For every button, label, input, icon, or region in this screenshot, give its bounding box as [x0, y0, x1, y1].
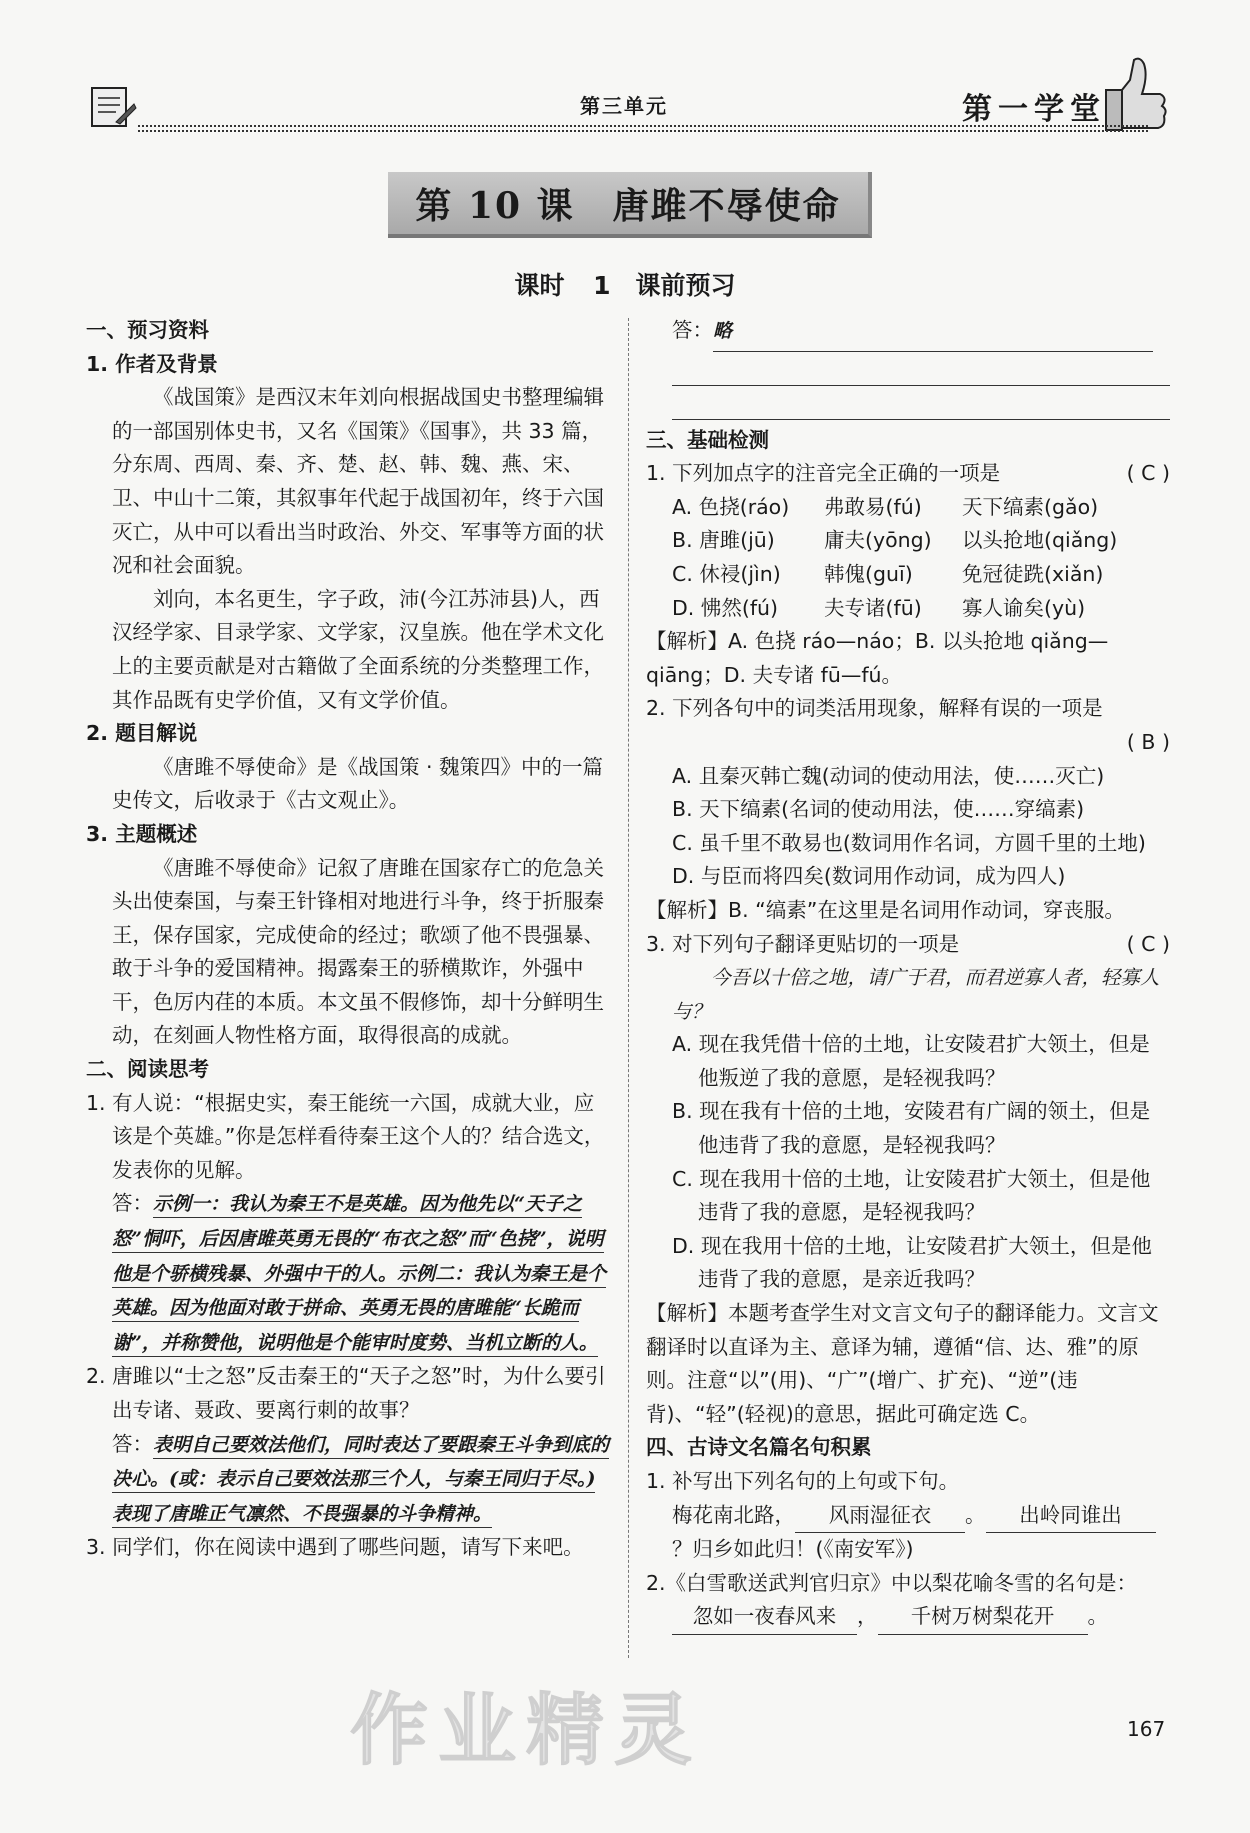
column-divider [628, 318, 629, 1658]
option: 天下缟素(gǎo) [962, 494, 1099, 519]
question [646, 928, 1170, 962]
option-row [646, 524, 1170, 558]
answer-text: 示例一：我认为秦王不是英雄。因为他先以“天子之怒”恫吓，后因唐雎英勇无畏的“布衣之怒”而“色挠”，说明他是个骄横残暴、外强中干的人。示例二：我认为秦王是个英雄。因为他面对敢于拼命、英勇无畏的唐雎能“长跪而谢”，并称赞他，说明他是个能审时度势、当机立断的人。 [112, 1193, 606, 1356]
option: D. 与臣而将四矣(数词用作动词，成为四人) [672, 864, 1066, 889]
option: C. 虽千里不敢易也(数词用作名词，方圆千里的土地) [672, 830, 1146, 855]
option: 夫专诸(fū) [824, 595, 922, 620]
explanation: 【解析】B. “缟素”在这里是名词用作动词，穿丧服。 [646, 897, 1125, 922]
answer-label: 答： [112, 1191, 153, 1216]
poem-text: ？归乡如此归！(《南安军》) [672, 1537, 914, 1562]
answer-choice: ( C ) [1126, 461, 1170, 486]
option: B. 天下缟素(名词的使动用法，使……穿缟素) [672, 797, 1085, 822]
paragraph: 《战国策》是西汉末年刘向根据战国史书整理编辑的一部国别体史书，又名《国策》《国事》，共 33 篇，分东周、西周、秦、齐、楚、赵、韩、魏、燕、宋、卫、中山十二策，其叙事年代起于战国初年，终于六国灭亡，从中可以看出当时政治、外交、军事等方面的状况和社会面貌。 [112, 385, 604, 578]
poem-text: 。 [1087, 1604, 1108, 1629]
option: C. 休祲(jìn) [672, 561, 781, 586]
option: 庸夫(yōng) [824, 528, 932, 553]
answer-label: 答： [672, 318, 713, 342]
fill-blank: 出岭同谁出 [986, 1499, 1156, 1534]
option: D. 怫然(fú) [672, 595, 779, 620]
fill-blank: 风雨湿征衣 [795, 1499, 965, 1534]
right-column [646, 314, 1170, 1635]
page-number: 167 [1127, 1717, 1166, 1741]
lesson-subtitle: 课时 1 课前预习 [514, 271, 736, 300]
poem-text: 。 [965, 1502, 986, 1527]
brand-label: 第一学堂 [962, 92, 1106, 127]
option: A. 色挠(ráo) [672, 494, 790, 519]
poem-text: 梅花南北路， [672, 1502, 795, 1527]
paragraph: 《唐雎不辱使命》记叙了唐雎在国家存亡的危急关头出使秦国，与秦王针锋相对地进行斗争，终于折服秦王，保存国家，完成使命的经过；歌颂了他不畏强暴、敢于斗争的爱国精神。揭露秦王的骄横欺诈，外强中干，色厉内荏的本质。本文虽不假修饰，却十分鲜明生动，在刻画人物性格方面，取得很高的成就。 [112, 855, 604, 1048]
left-column [86, 314, 610, 1565]
question: 2. 唐雎以“士之怒”反击秦王的“天子之怒”时，为什么要引出专诸、聂政、要离行刺的故事？ [86, 1364, 606, 1422]
answer-blank-line [672, 352, 1170, 386]
option: B. 现在我有十倍的土地，安陵君有广阔的领土，但是他违背了我的意愿，是轻视我吗？ [672, 1099, 1151, 1158]
option-grid [646, 491, 1170, 625]
option-row [646, 592, 1170, 626]
fill-blank: 忽如一夜春风来 [672, 1600, 857, 1635]
unit-label: 第三单元 [580, 94, 668, 118]
quoted-sentence: 今吾以十倍之地，请广于君，而君逆寡人者，轻寡人与？ [672, 966, 1160, 1023]
option: 以头抢地(qiǎng) [962, 528, 1118, 553]
answer [86, 1428, 610, 1532]
answer-choice: ( B ) [1126, 729, 1170, 754]
option-row [646, 491, 1170, 525]
explanation: 【解析】A. 色挠 ráo—náo；B. 以头抢地 qiǎng—qiāng；D. 夫专诸 fū—fú。 [646, 629, 1109, 687]
option: 韩傀(guī) [824, 561, 913, 586]
fill-in-line [646, 1499, 1170, 1567]
item-title: 1. 作者及背景 [86, 351, 218, 376]
answer-text: 表明自己要效法他们，同时表达了要跟秦王斗争到底的决心。(或：表示自己要效法那三个人，与秦王同归于尽。)表现了唐雎正气凛然、不畏强暴的斗争精神。 [112, 1434, 609, 1528]
option: 免冠徒跣(xiǎn) [962, 561, 1104, 586]
option: C. 现在我用十倍的土地，让安陵君扩大领土，但是他违背了我的意愿，是轻视我吗？ [672, 1166, 1151, 1225]
section-heading: 二、阅读思考 [86, 1057, 209, 1082]
notepad-icon [86, 82, 138, 130]
question-text: 1. 下列加点字的注音完全正确的一项是 [646, 461, 1001, 486]
lesson-title: 第 10 课 唐雎不辱使命 [388, 172, 872, 238]
item-title: 3. 主题概述 [86, 821, 198, 846]
section-heading: 一、预习资料 [86, 318, 209, 342]
question: 1. 有人说：“根据史实，秦王能统一六国，成就大业，应该是个英雄。”你是怎样看待秦王这个人的？结合选文，发表你的见解。 [86, 1090, 605, 1182]
item-title: 2. 题目解说 [86, 721, 198, 746]
question: 2. 下列各句中的词类活用现象，解释有误的一项是 [646, 696, 1103, 721]
question: 2.《白雪歌送武判官归京》中以梨花喻冬雪的名句是： [646, 1570, 1138, 1595]
option-row [646, 558, 1170, 592]
option: B. 唐雎(jū) [672, 528, 775, 553]
answer-text: 略 [713, 315, 1153, 352]
option: 弗敢易(fú) [824, 494, 922, 519]
section-heading: 三、基础检测 [646, 427, 769, 452]
option: D. 现在我用十倍的土地，让安陵君扩大领土，但是他违背了我的意愿，是亲近我吗？ [672, 1233, 1152, 1292]
watermark: 作业精灵 [350, 1686, 703, 1776]
explanation: 【解析】本题考查学生对文言文句子的翻译能力。文言文翻译时以直译为主、意译为辅，遵循“信、达、雅”的原则。注意“以”(用)、“广”(增广、扩充)、“逆”(违背)、“轻”(轻视)的意思，据此可确定选 C。 [646, 1301, 1159, 1426]
question: 1. 补写出下列名句的上句或下句。 [646, 1469, 960, 1493]
question: 3. 同学们，你在阅读中遇到了哪些问题，请写下来吧。 [86, 1535, 584, 1560]
option: A. 且秦灭韩亡魏(动词的使动用法，使……灭亡) [672, 763, 1105, 788]
option: 寡人谕矣(yù) [962, 595, 1086, 620]
header-rule-2 [138, 130, 1148, 132]
answer [646, 314, 1170, 352]
section-heading: 四、古诗文名篇名句积累 [646, 1435, 872, 1460]
thumbs-up-icon [1100, 50, 1170, 132]
poem-text: ， [857, 1604, 878, 1629]
question [646, 457, 1170, 491]
answer-choice: ( C ) [1126, 931, 1170, 956]
paragraph: 刘向，本名更生，字子政，沛(今江苏沛县)人，西汉经学家、目录学家、文学家，汉皇族。他在学术文化上的主要贡献是对古籍做了全面系统的分类整理工作，其作品既有史学价值，又有文学价值。 [112, 586, 604, 712]
header-rule [138, 125, 1148, 127]
answer-label: 答： [112, 1431, 153, 1456]
paragraph: 《唐雎不辱使命》是《战国策 · 魏策四》中的一篇史传文，后收录于《古文观止》。 [112, 754, 604, 813]
question-text: 3. 对下列句子翻译更贴切的一项是 [646, 931, 960, 956]
answer [86, 1187, 610, 1360]
answer-blank-line [672, 386, 1170, 420]
fill-in-line [646, 1600, 1170, 1635]
option: A. 现在我凭借十倍的土地，让安陵君扩大领土，但是他叛逆了我的意愿，是轻视我吗？ [672, 1032, 1150, 1090]
fill-blank: 千树万树梨花开 [878, 1600, 1088, 1635]
